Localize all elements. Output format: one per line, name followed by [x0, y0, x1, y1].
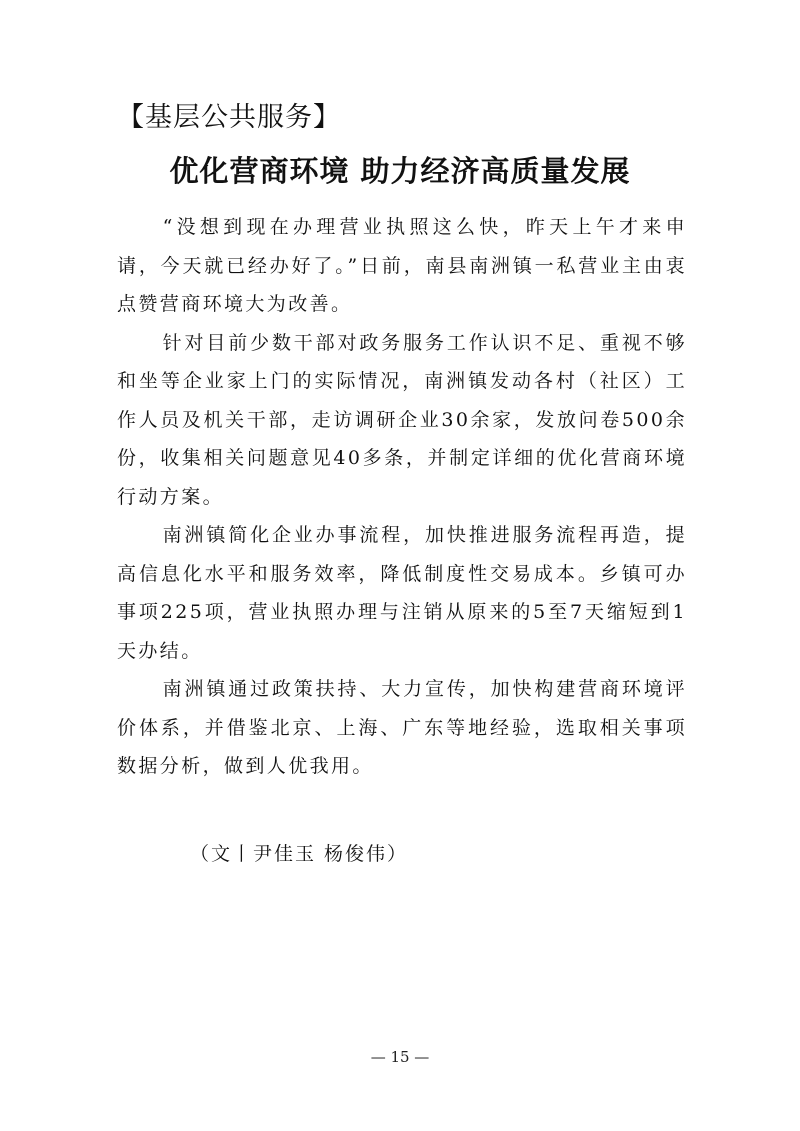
article-body: [117, 208, 687, 786]
body-paragraph: 针对目前少数干部对政务服务工作认识不足、重视不够和坐等企业家上门的实际情况，南洲镇发动各村（社区）工作人员及机关干部，走访调研企业30余家，发放问卷500余份，收集相关问题意见40多条，并制定详细的优化营商环境行动方案。: [117, 331, 687, 508]
article-headline: 优化营商环境 助力经济高质量发展: [169, 154, 631, 188]
section-tag: 【基层公共服务】: [117, 102, 341, 133]
body-paragraph: “没想到现在办理营业执照这么快，昨天上午才来申请，今天就已经办好了。”日前，南县南洲镇一私营业主由衷点赞营商环境大为改善。: [117, 216, 687, 315]
author-byline: （文丨尹佳玉 杨俊伟）: [190, 843, 409, 865]
page-number: — 15 —: [370, 1048, 430, 1066]
body-paragraph: 南洲镇简化企业办事流程，加快推进服务流程再造，提高信息化水平和服务效率，降低制度性交易成本。乡镇可办事项225项，营业执照办理与注销从原来的5至7天缩短到1天办结。: [117, 524, 687, 662]
body-paragraph: 南洲镇通过政策扶持、大力宣传，加快构建营商环境评价体系，并借鉴北京、上海、广东等地经验，选取相关事项数据分析，做到人优我用。: [117, 678, 687, 777]
